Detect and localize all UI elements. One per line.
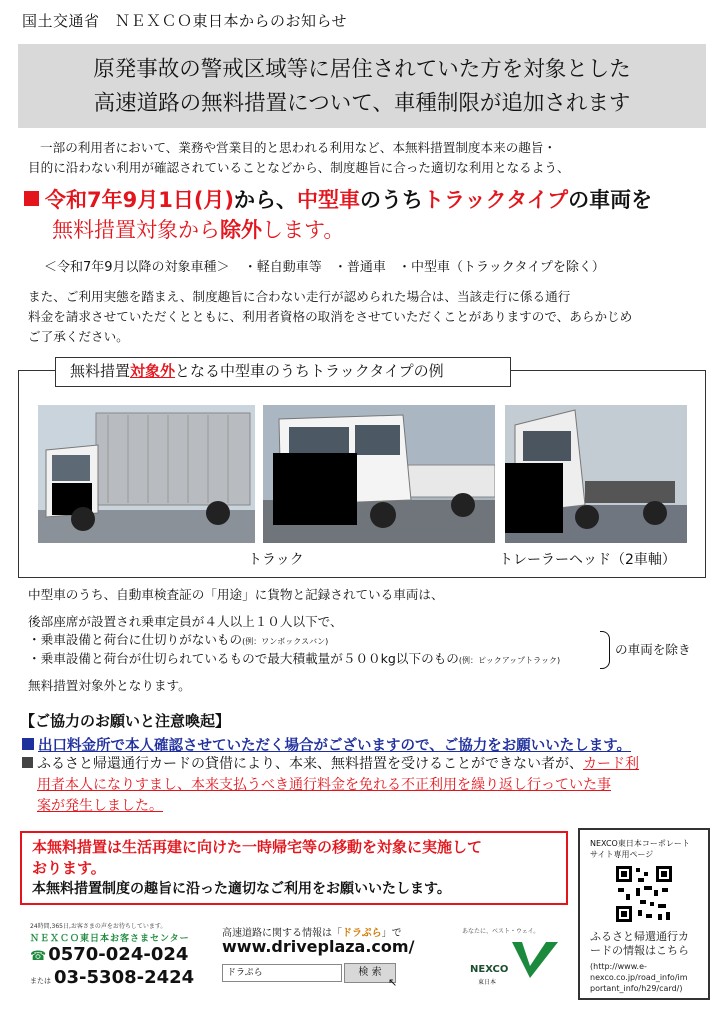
blue-square-icon xyxy=(22,738,34,750)
intro-line-1: 一部の利用者において、業務や営業目的と思われる利用など、本無料措置制度本来の趣旨・ xyxy=(40,140,557,155)
notice-line-2: 料金を請求させていただくとともに、利用者資格の取消をさせていただくことがありますので、あらかじめ xyxy=(28,309,633,324)
qr-box xyxy=(578,828,710,1000)
headline-line-1: 令和7年9月1日(月)から、中型車のうちトラックタイプの車両を xyxy=(24,186,652,214)
header-line: 国土交通省 ＮＥＸＣＯ東日本からのお知らせ xyxy=(22,12,348,30)
title-line-1: 原発事故の警戒区域等に居住されていた方を対象とした xyxy=(93,57,631,82)
notice-line-1: また、ご利用実態を踏まえ、制度趣旨に合わない走行が認められた場合は、当該走行に係る通行 xyxy=(28,289,571,304)
headline-line-2: 無料措置対象から除外します。 xyxy=(52,218,345,242)
eligible-item: ・普通車 xyxy=(333,260,386,275)
caption-trailer: トレーラーヘッド（2車軸） xyxy=(499,552,676,568)
criteria-line-2: 後部座席が設置され乗車定員が４人以上１０人以下で、 xyxy=(28,614,343,629)
truck-photo-2 xyxy=(263,405,495,543)
cooperation-body: ふるさと帰還通行カードの貸借により、本来、無料措置を受けることができない者が、カード利 用者本人になりすまし、本来支払うべき通行料金を免れる不正利用を繰り返し行っていた事 案が発生しました。 xyxy=(22,754,712,817)
search-input[interactable]: ドラぷら xyxy=(222,964,342,982)
red-box-line-3: 本無料措置制度の趣旨に沿った適切なご利用をお願いいたします。 xyxy=(32,881,451,897)
eligible-label: ＜令和7年9月以降の対象車種＞ xyxy=(44,260,230,275)
red-box-line-1: 本無料措置は生活再建に向けた一時帰宅等の移動を対象に実施して xyxy=(32,838,483,856)
qr-title: NEXCO東日本コーポレート サイト専用ページ xyxy=(590,839,690,859)
eligible-item: ・軽自動車等 xyxy=(243,260,322,275)
phone-icon: ☎ xyxy=(30,949,47,964)
red-square-icon xyxy=(24,191,39,206)
nexco-logo-icon xyxy=(512,940,558,980)
truck-photo-1 xyxy=(38,405,255,543)
red-notice-box xyxy=(20,831,568,905)
qr-code[interactable] xyxy=(614,864,674,924)
footer-info: 高速道路に関する情報は「ドラぷら」で xyxy=(222,928,402,939)
criteria-item-1: ・乗車設備と荷台に仕切りがないもの(例：ワンボックスバン) xyxy=(28,632,329,647)
headline-truck-type: トラックタイプ xyxy=(423,188,569,212)
eligible-vehicles xyxy=(44,258,605,278)
search-button[interactable]: 検 索 xyxy=(344,963,396,983)
footer-url[interactable]: www.driveplaza.com/ xyxy=(222,937,415,956)
title-box xyxy=(18,44,706,128)
criteria-line-1: 中型車のうち、自動車検査証の「用途」に貨物と記録されている車両は、 xyxy=(28,587,444,602)
footer-center: ＮＥＸＣＯ東日本お客さまセンター xyxy=(30,934,190,944)
eligible-item: ・中型車（トラックタイプを除く） xyxy=(398,260,605,275)
footer-tagline: 24時間,365日,お客さまの声をお待ちしています。 xyxy=(30,923,167,930)
square-icon xyxy=(22,757,33,768)
cursor-icon: ↖ xyxy=(388,976,398,989)
criteria-brace-text: の車両を除き xyxy=(615,642,691,657)
criteria-item-2: ・乗車設備と荷台が仕切られているもので最大積載量が５００kg以下のもの(例：ピックアップトラック) xyxy=(28,651,561,666)
red-box-line-2: おります。 xyxy=(32,859,106,877)
footer-slogan: あなたに、ベスト・ウェイ。 xyxy=(462,928,540,935)
nexco-logo: NEXCO xyxy=(470,964,509,975)
title-line-2: 高速道路の無料措置について、車種制限が追加されます xyxy=(93,91,631,116)
headline-mid-vehicle: 中型車 xyxy=(297,188,361,212)
nexco-logo-sub: 東日本 xyxy=(478,979,497,986)
headline-date: 令和7年9月1日(月) xyxy=(45,188,235,212)
example-label: 無料措置対象外となる中型車のうちトラックタイプの例 xyxy=(55,357,511,387)
trailer-head-photo xyxy=(505,405,687,543)
intro-line-2: 目的に沿わない利用が確認されていることなどから、制度趣旨に合った適切な利用となるよう、 xyxy=(28,160,570,175)
qr-desc: ふるさと帰還通行カ ードの情報はこちら xyxy=(590,930,689,957)
headline-excluded: 除外 xyxy=(220,218,262,242)
criteria-end: 無料措置対象外となります。 xyxy=(28,678,191,693)
cooperation-blue-line: 出口料金所で本人確認させていただく場合がございますので、ご協力をお願いいたします。 xyxy=(22,734,631,755)
brace xyxy=(600,631,610,669)
cooperation-heading: 【ご協力のお願いと注意喚起】 xyxy=(20,712,231,730)
notice-line-3: ご了承ください。 xyxy=(28,329,129,344)
qr-url[interactable]: (http://www.e- nexco.co.jp/road_info/im portant_info/h29/card/) xyxy=(590,962,688,993)
caption-truck: トラック xyxy=(248,552,304,568)
footer-phone-1[interactable]: ☎ 0570-024-024 xyxy=(30,944,189,965)
footer-phone-2[interactable]: または 03-5308-2424 xyxy=(30,967,195,988)
